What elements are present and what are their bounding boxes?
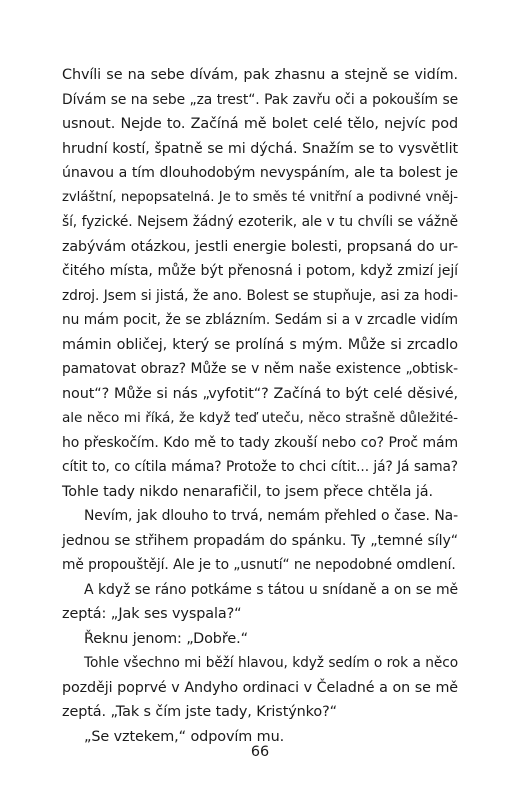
text-line: Řeknu jenom: „Dobře.“: [84, 630, 248, 647]
text-line: ší, fyzické. Nejsem žádný ezoterik, ale v tu chvíli se vážně: [62, 214, 458, 230]
text-line: zabývám otázkou, jestli energie bolesti, propsaná do ur-: [62, 238, 458, 255]
text-line: „Se vztekem,“ odpovím mu.: [84, 728, 285, 745]
text-line: A když se ráno potkáme s tátou u snídaně a on se mě: [84, 581, 458, 598]
text-line: jednou se střihem propadám do spánku. Ty „temné síly“: [62, 532, 458, 549]
text-line: mámin obličej, který se prolíná s mým. Může si zrcadlo: [62, 336, 458, 353]
text-line: ho přeskočím. Kdo mě to tady zkouší nebo co? Proč mám: [62, 434, 458, 451]
text-line: nout“? Může si nás „vyfotit“? Začíná to být celé děsivé,: [62, 385, 458, 402]
text-line: zeptá: „Jak ses vyspala?“: [62, 606, 242, 622]
text-line: čitého místa, může být přenosná i potom, když zmizí její: [62, 263, 458, 279]
body-text: [62, 63, 458, 749]
text-line: zdroj. Jsem si jistá, že ano. Bolest se stupňuje, asi za hodi-: [62, 287, 458, 304]
text-line: Tohle všechno mi běží hlavou, když sedím o rok a něco: [84, 655, 458, 671]
text-line: hrudní kostí, špatně se mi dýchá. Snažím se to vysvětlit: [62, 140, 458, 157]
text-line: Nevím, jak dlouho to trvá, nemám přehled o čase. Na-: [84, 508, 458, 524]
text-line: mě propouštějí. Ale je to „usnutí“ ne nepodobné omdlení.: [62, 557, 456, 573]
text-line: zeptá. „Tak s čím jste tady, Kristýnko?“: [62, 704, 338, 720]
text-line: zvláštní, nepopsatelná. Je to směs té vnitřní a podivné vněj-: [62, 189, 458, 205]
text-line: nu mám pocit, že se zblázním. Sedám si a v zrcadle vidím: [62, 312, 458, 328]
text-line: ale něco mi říká, že když teď uteču, něco strašně důležité-: [62, 410, 458, 426]
text-line: Chvíli se na sebe dívám, pak zhasnu a stejně se vidím.: [62, 67, 458, 83]
text-line: později poprvé v Andyho ordinaci v Čeladné a on se mě: [62, 679, 458, 696]
text-line: usnout. Nejde to. Začíná mě bolet celé tělo, nejvíc pod: [62, 116, 458, 132]
text-line: pamatovat obraz? Může se v něm naše existence „obtisk-: [62, 361, 458, 377]
text-line: cítit to, co cítila máma? Protože to chci cítit... já? Já sama?: [62, 459, 458, 475]
text-line: Dívám se na sebe „za trest“. Pak zavřu oči a pokouším se: [62, 91, 458, 108]
text-line: Tohle tady nikdo nenarafičil, to jsem přece chtěla já.: [62, 483, 433, 500]
page-number: 66: [250, 744, 270, 760]
text-line: únavou a tím dlouhodobým nevyspáním, ale ta bolest je: [62, 165, 458, 181]
